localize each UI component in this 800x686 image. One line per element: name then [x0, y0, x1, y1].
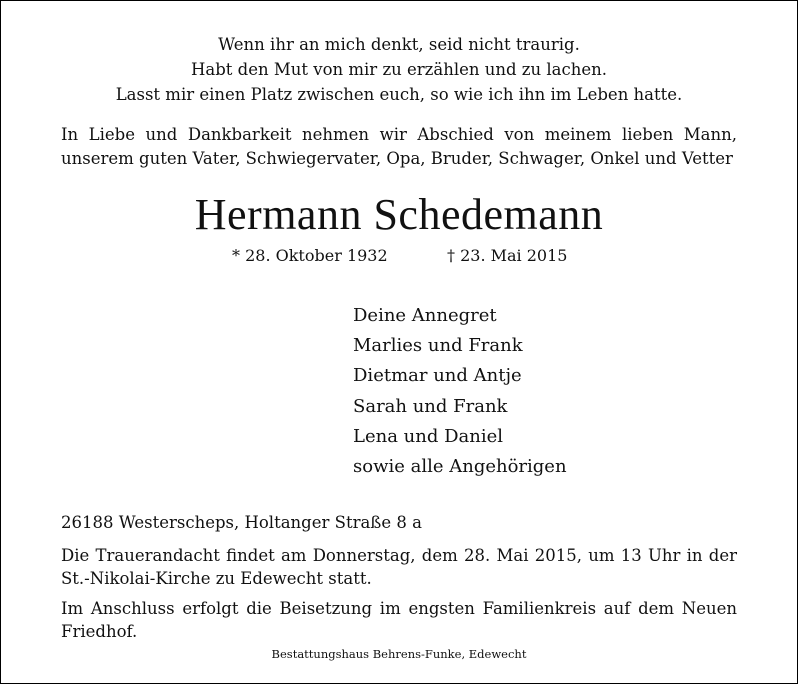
poem: [1, 32, 797, 107]
mourners-list: [353, 301, 567, 482]
mourner-entry: Marlies und Frank: [353, 335, 523, 357]
burial-line: Friedhof.: [61, 622, 138, 641]
service-info: [61, 544, 737, 590]
family-address: 26188 Westerscheps, Holtanger Straße 8 a: [61, 513, 422, 532]
service-line: St.-Nikolai-Kirche zu Edewecht statt.: [61, 569, 372, 588]
death-date: † 23. Mai 2015: [447, 246, 568, 265]
deceased-name: Hermann Schedemann: [194, 190, 604, 239]
mourner-entry: Deine Annegret: [353, 305, 497, 326]
intro-text: [61, 123, 737, 171]
intro-line: unserem guten Vater, Schwiegervater, Opa, Bruder, Schwager, Onkel und Vetter: [61, 149, 733, 168]
mourner-entry: sowie alle Angehörigen: [353, 456, 567, 478]
intro-line: In Liebe und Dankbarkeit nehmen wir Abschied von meinem lieben Mann,: [61, 125, 737, 144]
funeral-home: Bestattungshaus Behrens-Funke, Edewecht: [271, 647, 527, 661]
birth-date: * 28. Oktober 1932: [232, 246, 388, 265]
burial-line: Im Anschluss erfolgt die Beisetzung im engsten Familienkreis auf dem Neuen: [61, 599, 737, 618]
mourner-entry: Sarah und Frank: [353, 395, 508, 417]
poem-line: Habt den Mut von mir zu erzählen und zu lachen.: [191, 60, 607, 79]
burial-info: [61, 597, 737, 643]
poem-line: Wenn ihr an mich denkt, seid nicht traurig.: [218, 35, 580, 54]
poem-line: Lasst mir einen Platz zwischen euch, so wie ich ihn im Leben hatte.: [115, 85, 683, 104]
mourner-entry: Dietmar und Antje: [353, 365, 522, 387]
mourner-entry: Lena und Daniel: [353, 425, 504, 447]
service-line: Die Trauerandacht findet am Donnerstag, dem 28. Mai 2015, um 13 Uhr in der: [61, 546, 737, 565]
